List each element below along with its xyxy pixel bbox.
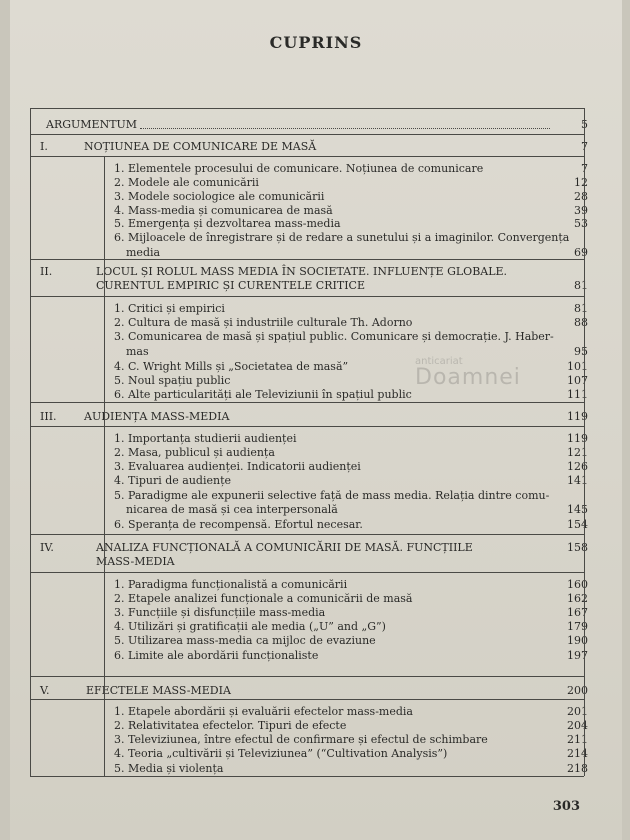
toc-page-number: 121 bbox=[567, 446, 588, 459]
toc-entry-title: 2. Masa, publicul și audiența bbox=[114, 446, 275, 459]
toc-entry-title: CURENTUL EMPIRIC ȘI CURENTELE CRITICE bbox=[96, 279, 365, 292]
toc-entry-title: ARGUMENTUM bbox=[46, 118, 138, 131]
toc-page-number: 95 bbox=[574, 345, 588, 358]
toc-entry-title: ANALIZA FUNCȚIONALĂ A COMUNICĂRII DE MASĂ. FUNCȚIILE bbox=[96, 541, 473, 554]
toc-entry-title: EFECTELE MASS-MEDIA bbox=[86, 684, 231, 697]
toc-page-number: 111 bbox=[567, 388, 588, 401]
table-rule bbox=[30, 134, 584, 135]
toc-entry-title: 2. Modele ale comunicării bbox=[114, 176, 259, 189]
toc-page-number: 81 bbox=[574, 279, 588, 292]
table-border bbox=[30, 108, 31, 776]
chapter-number: V. bbox=[40, 684, 50, 697]
page-title: CUPRINS bbox=[269, 33, 363, 52]
toc-entry-title: 5. Media și violența bbox=[114, 762, 224, 775]
toc-page-number: 211 bbox=[567, 733, 588, 746]
toc-page-number: 179 bbox=[567, 620, 588, 633]
toc-entry-title: AUDIENȚA MASS-MEDIA bbox=[84, 410, 230, 423]
toc-entry-title: 2. Cultura de masă și industriile culturale Th. Adorno bbox=[114, 316, 413, 329]
toc-entry-title: media bbox=[126, 246, 161, 259]
toc-entry-title: 3. Evaluarea audienței. Indicatorii audienței bbox=[114, 460, 361, 473]
toc-entry-title: MASS-MEDIA bbox=[96, 555, 175, 568]
toc-page-number: 53 bbox=[574, 217, 588, 230]
toc-page-number: 119 bbox=[567, 432, 588, 445]
table-rule bbox=[30, 676, 584, 677]
toc-page-number: 160 bbox=[567, 578, 588, 591]
chapter-number: II. bbox=[40, 265, 53, 278]
toc-page-number: 201 bbox=[567, 705, 588, 718]
toc-entry-title: 6. Alte particularități ale Televiziunii în spațiul public bbox=[114, 388, 412, 401]
toc-entry-title: 1. Importanța studierii audienței bbox=[114, 432, 297, 445]
table-border bbox=[104, 156, 105, 776]
toc-entry-title: LOCUL ȘI ROLUL MASS MEDIA ÎN SOCIETATE. INFLUENȚE GLOBALE. bbox=[96, 265, 508, 278]
toc-page-number: 39 bbox=[574, 204, 588, 217]
toc-entry-title: 5. Noul spațiu public bbox=[114, 374, 231, 387]
toc-entry-title: 4. C. Wright Mills și „Societatea de masă” bbox=[114, 360, 349, 373]
toc-page-number: 126 bbox=[567, 460, 588, 473]
toc-entry-title: 5. Utilizarea mass-media ca mijloc de evaziune bbox=[114, 634, 376, 647]
toc-entry-title: 4. Mass-media și comunicarea de masă bbox=[114, 204, 333, 217]
toc-entry-title: mas bbox=[126, 345, 149, 358]
watermark-line2: Doamnei bbox=[415, 365, 521, 390]
toc-entry-title: NOȚIUNEA DE COMUNICARE DE MASĂ bbox=[84, 140, 317, 153]
table-rule bbox=[30, 108, 584, 109]
table-rule bbox=[30, 296, 584, 297]
table-rule bbox=[30, 534, 584, 535]
toc-page-number: 154 bbox=[567, 518, 588, 531]
page-number: 303 bbox=[552, 799, 580, 814]
table-rule bbox=[140, 128, 550, 129]
toc-page-number: 12 bbox=[574, 176, 588, 189]
toc-page-number: 162 bbox=[567, 592, 588, 605]
toc-page-number: 214 bbox=[567, 747, 588, 760]
toc-page-number: 7 bbox=[581, 162, 588, 175]
chapter-number: IV. bbox=[40, 541, 54, 554]
toc-entry-title: 3. Modele sociologice ale comunicării bbox=[114, 190, 325, 203]
table-rule bbox=[30, 572, 584, 573]
toc-entry-title: 6. Mijloacele de înregistrare și de redare a sunetului și a imaginilor. Convergența bbox=[114, 231, 570, 244]
toc-entry-title: 5. Emergența și dezvoltarea mass-media bbox=[114, 217, 341, 230]
chapter-number: I. bbox=[40, 140, 48, 153]
toc-page-number: 107 bbox=[567, 374, 588, 387]
toc-page-number: 158 bbox=[567, 541, 588, 554]
table-of-contents bbox=[10, 0, 622, 840]
toc-page-number: 119 bbox=[567, 410, 588, 423]
toc-entry-title: 2. Relativitatea efectelor. Tipuri de efecte bbox=[114, 719, 347, 732]
chapter-number: III. bbox=[40, 410, 57, 423]
toc-entry-title: 4. Teoria „cultivării și Televiziunea” (“Cultivation Analysis”) bbox=[114, 747, 448, 760]
toc-entry-title: 1. Elementele procesului de comunicare. Noțiunea de comunicare bbox=[114, 162, 484, 175]
toc-entry-title: 1. Critici și empirici bbox=[114, 302, 225, 315]
toc-page-number: 200 bbox=[567, 684, 588, 697]
toc-entry-title: 5. Paradigme ale expunerii selective față de mass media. Relația dintre comu- bbox=[114, 489, 550, 502]
table-rule bbox=[30, 402, 584, 403]
toc-page-number: 197 bbox=[567, 649, 588, 662]
toc-entry-title: 6. Limite ale abordării funcționaliste bbox=[114, 649, 319, 662]
table-rule bbox=[30, 259, 584, 260]
watermark-line1: anticariat bbox=[415, 356, 463, 367]
toc-page-number: 81 bbox=[574, 302, 588, 315]
table-rule bbox=[30, 776, 584, 777]
toc-page-number: 101 bbox=[567, 360, 588, 373]
table-rule bbox=[30, 699, 584, 700]
toc-entry-title: 1. Etapele abordării și evaluării efectelor mass-media bbox=[114, 705, 413, 718]
toc-page-number: 141 bbox=[567, 474, 588, 487]
table-border bbox=[584, 108, 585, 776]
toc-page-number: 28 bbox=[574, 190, 588, 203]
toc-entry-title: nicarea de masă și cea interpersonală bbox=[126, 503, 338, 516]
toc-page-number: 88 bbox=[574, 316, 588, 329]
toc-entry-title: 3. Televiziunea, între efectul de confirmare și efectul de schimbare bbox=[114, 733, 488, 746]
toc-entry-title: 6. Speranța de recompensă. Efortul necesar. bbox=[114, 518, 363, 531]
toc-page-number: 7 bbox=[581, 140, 588, 153]
toc-page-number: 145 bbox=[567, 503, 588, 516]
toc-page-number: 190 bbox=[567, 634, 588, 647]
toc-page-number: 69 bbox=[574, 246, 588, 259]
toc-page-number: 204 bbox=[567, 719, 588, 732]
toc-entry-title: 4. Utilizări și gratificații ale media („U” and „G”) bbox=[114, 620, 386, 633]
toc-page-number: 5 bbox=[581, 118, 588, 131]
toc-entry-title: 1. Paradigma funcționalistă a comunicării bbox=[114, 578, 348, 591]
toc-entry-title: 3. Funcțiile și disfuncțiile mass-media bbox=[114, 606, 326, 619]
toc-page-number: 218 bbox=[567, 762, 588, 775]
table-rule bbox=[30, 426, 584, 427]
toc-entry-title: 3. Comunicarea de masă și spațiul public. Comunicare și democrație. J. Haber- bbox=[114, 330, 554, 343]
toc-entry-title: 4. Tipuri de audiențe bbox=[114, 474, 232, 487]
toc-page-number: 167 bbox=[567, 606, 588, 619]
toc-entry-title: 2. Etapele analizei funcționale a comunicării de masă bbox=[114, 592, 413, 605]
table-rule bbox=[30, 156, 584, 157]
book-page bbox=[10, 0, 622, 840]
